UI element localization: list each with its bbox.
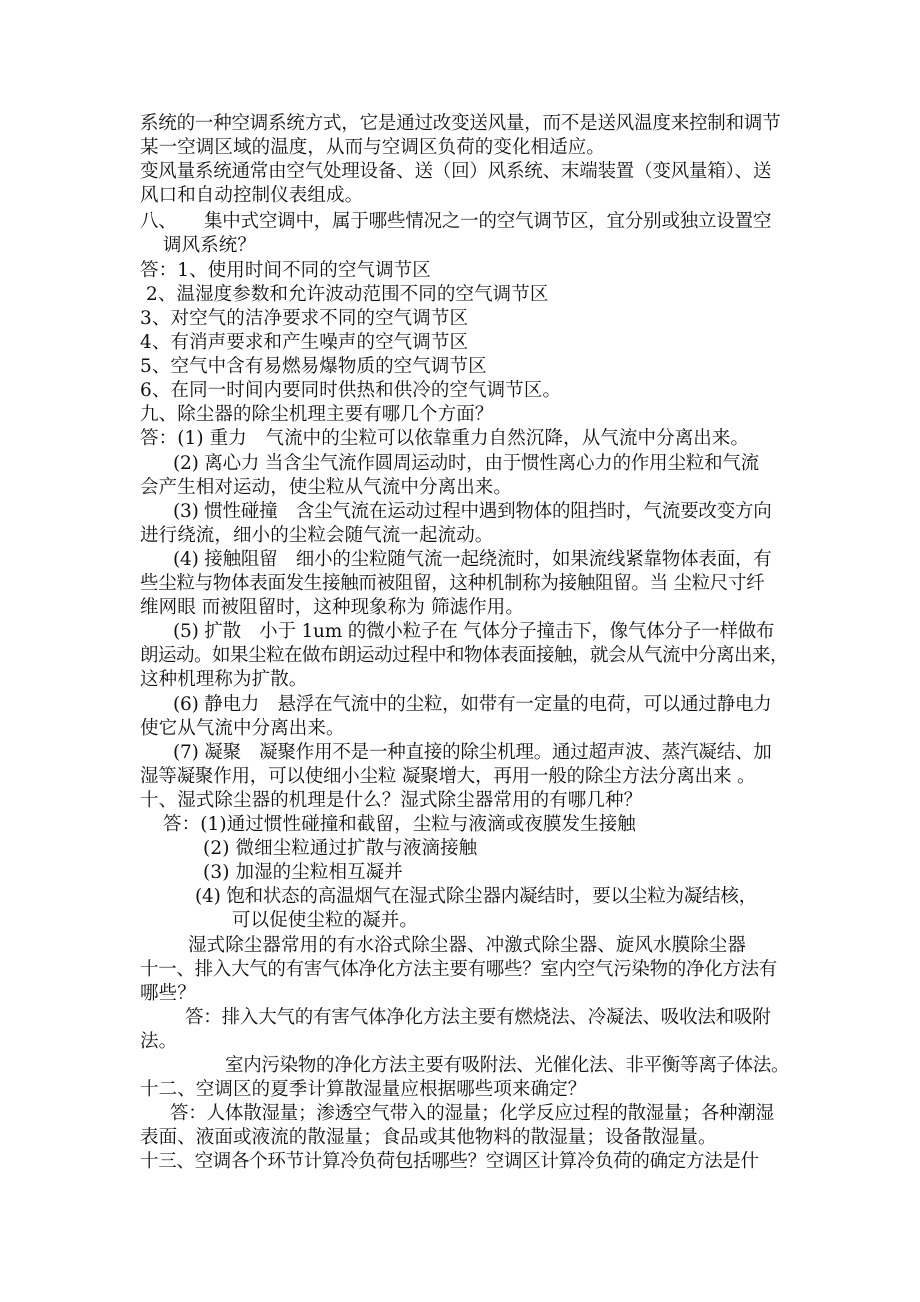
section-heading: 哪些？	[140, 983, 196, 1004]
answer-line: (6) 静电力 悬浮在气流中的尘粒，如带有一定量的电荷，可以通过静电力	[173, 694, 772, 715]
answer-line: (2) 微细尘粒通过扩散与液滴接触	[203, 838, 478, 859]
answer-line: 4、有消声要求和产生噪声的空气调节区	[140, 332, 469, 353]
answer-line: 可以促使尘粒的凝并。	[232, 910, 419, 931]
answer-line: (7) 凝聚 凝聚作用不是一种直接的除尘机理。通过超声波、蒸汽凝结、加	[173, 742, 772, 763]
answer-line: 会产生相对运动，使尘粒从气流中分离出来。	[140, 477, 513, 498]
section-heading: 十、湿式除尘器的机理是什么？湿式除尘器常用的有哪几种？	[140, 790, 643, 811]
text-line: 变风量系统通常由空气处理设备、送（回）风系统、末端装置（变风量箱）、送	[140, 161, 772, 182]
answer-line: (4) 饱和状态的高温烟气在湿式除尘器内凝结时，要以尘粒为凝结核，	[195, 886, 757, 907]
answer-line: 湿等凝聚作用，可以使细小尘粒 凝聚增大，再用一般的除尘方法分离出来 。	[140, 766, 756, 787]
answer-line: 朗运动。如果尘粒在做布朗运动过程中和物体表面接触，就会从气流中分离出来，	[140, 645, 789, 666]
answer-line: 法。	[140, 1031, 178, 1052]
answer-line: 3、对空气的洁净要求不同的空气调节区	[140, 308, 469, 329]
answer-line: 表面、液面或液流的散湿量；食品或其他物料的散湿量；设备散湿量。	[140, 1127, 717, 1148]
answer-line: 答：1、使用时间不同的空气调节区	[140, 260, 431, 281]
answer-line: (3) 加湿的尘粒相互凝并	[203, 862, 403, 883]
answer-line: 湿式除尘器常用的有水浴式除尘器、冲激式除尘器、旋风水膜除尘器	[188, 935, 747, 956]
answer-line: 2、温湿度参数和允许波动范围不同的空气调节区	[146, 284, 549, 305]
answer-line: 使它从气流中分离出来。	[140, 718, 345, 739]
answer-line: (4) 接触阻留 细小的尘粒随气流一起绕流时，如果流线紧靠物体表面，有	[173, 549, 772, 570]
answer-line: 进行绕流，细小的尘粒会随气流一起流动。	[140, 525, 494, 546]
text-line: 系统的一种空调系统方式，它是通过改变送风量，而不是送风温度来控制和调节	[140, 113, 781, 134]
section-heading: 十三、空调各个环节计算冷负荷包括哪些？空调区计算冷负荷的确定方法是什	[140, 1151, 759, 1172]
answer-line: 室内污染物的净化方法主要有吸附法、光催化法、非平衡等离子体法。	[225, 1055, 790, 1076]
section-heading: 八、 集中式空调中，属于哪些情况之一的空气调节区，宜分别或独立设置空	[140, 211, 772, 232]
answer-line: 维网眼 而被阻留时，这种现象称为 筛滤作用。	[140, 597, 524, 618]
section-heading: 九、除尘器的除尘机理主要有哪几个方面？	[140, 404, 494, 425]
answer-line: 答：排入大气的有害气体净化方法主要有燃烧法、冷凝法、吸收法和吸附	[185, 1007, 771, 1028]
answer-line: 些尘粒与物体表面发生接触而被阻留，这种机制称为接触阻留。当 尘粒尺寸纤	[140, 573, 765, 594]
answer-line: 答：人体散湿量；渗透空气带入的湿量；化学反应过程的散湿量；各种潮湿	[170, 1103, 774, 1124]
text-line: 某一空调区域的温度，从而与空调区负荷的变化相适应。	[140, 137, 606, 158]
answer-line: 答：(1) 重力 气流中的尘粒可以依靠重力自然沉降，从气流中分离出来。	[140, 428, 750, 449]
section-heading: 调风系统？	[163, 235, 257, 256]
answer-line: (3) 惯性碰撞 含尘气流在运动过程中遇到物体的阻挡时，气流要改变方向	[173, 501, 772, 522]
answer-line: 5、空气中含有易燃易爆物质的空气调节区	[140, 356, 487, 377]
answer-line: (5) 扩散 小于 1um 的微小粒子在 气体分子撞击下，像气体分子一样做布	[173, 621, 775, 642]
answer-line: 答：(1)通过惯性碰撞和截留，尘粒与液滴或夜膜发生接触	[163, 814, 636, 835]
answer-line: 这种机理称为扩散。	[140, 669, 308, 690]
section-heading: 十一、排入大气的有害气体净化方法主要有哪些？室内空气污染物的净化方法有	[140, 959, 778, 980]
answer-line: (2) 离心力 当含尘气流作圆周运动时，由于惯性离心力的作用尘粒和气流	[173, 453, 759, 474]
section-heading: 十二、空调区的夏季计算散湿量应根据哪些项来确定？	[140, 1079, 587, 1100]
answer-line: 6、在同一时间内要同时供热和供冷的空气调节区。	[140, 380, 562, 401]
text-line: 风口和自动控制仪表组成。	[140, 185, 364, 206]
